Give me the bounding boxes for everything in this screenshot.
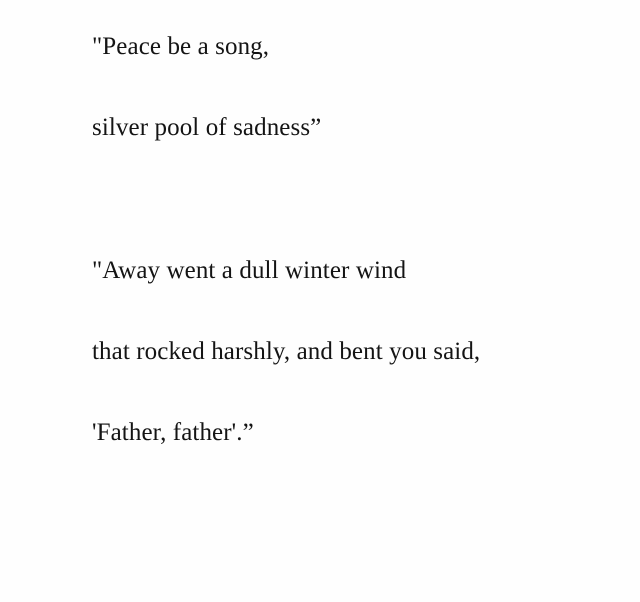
- poem-line: that rocked harshly, and bent you said,: [92, 338, 481, 365]
- poem-line: silver pool of sadness”: [92, 114, 322, 141]
- stanza-1: [92, 34, 580, 140]
- stanza-2: [92, 258, 580, 445]
- poem-line: "Away went a dull winter wind: [92, 257, 407, 284]
- poem-line: "Peace be a song,: [92, 33, 270, 60]
- poem-line: 'Father, father'.”: [92, 419, 254, 446]
